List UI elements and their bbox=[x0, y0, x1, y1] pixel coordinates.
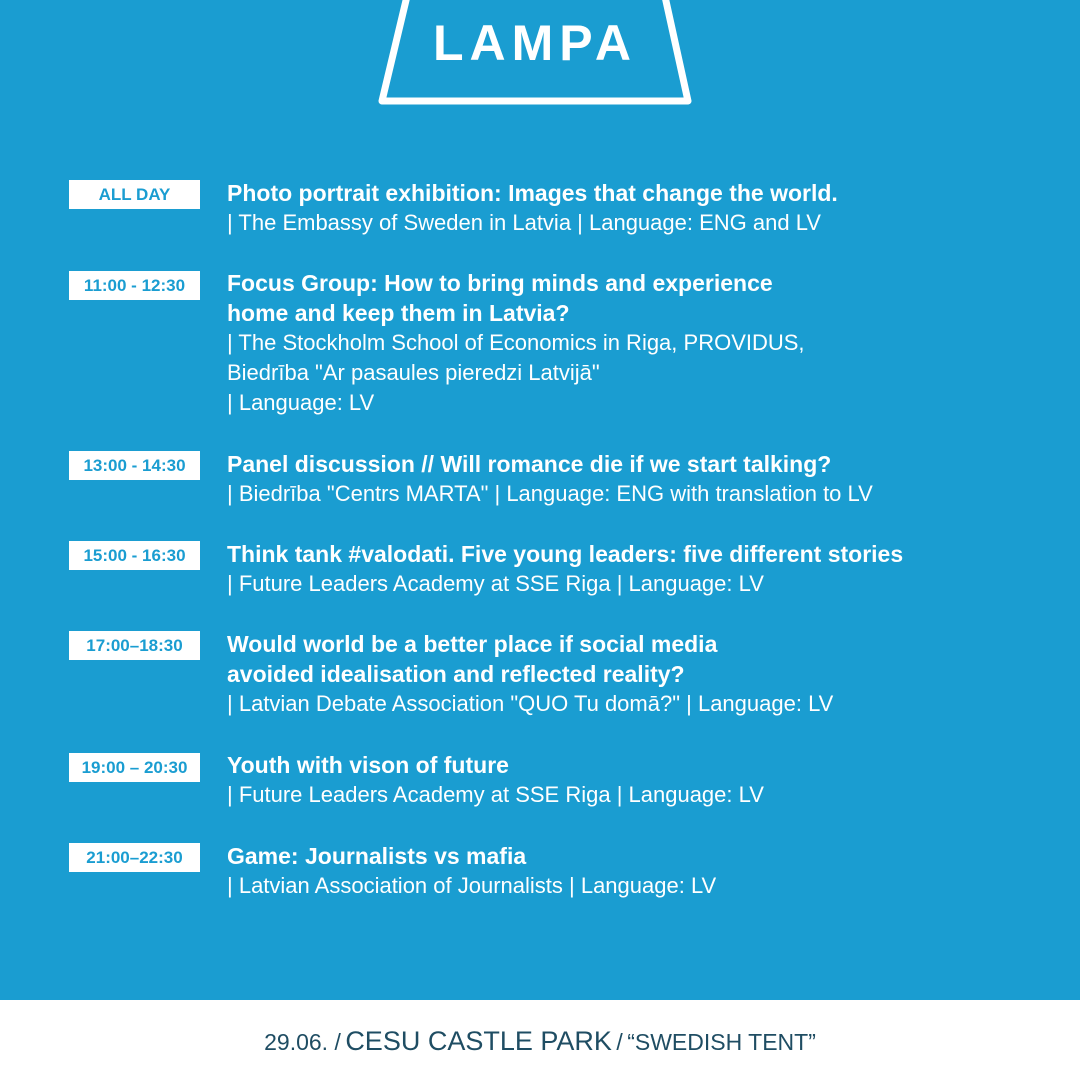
event-details: | Latvian Debate Association "QUO Tu domā?" | Language: LV bbox=[227, 691, 834, 716]
event-title: Think tank #valodati. Five young leaders: five different stories bbox=[227, 541, 904, 567]
footer-bar bbox=[0, 1000, 1080, 1080]
event-details: | Future Leaders Academy at SSE Riga | Language: LV bbox=[227, 782, 764, 807]
event-details: | The Stockholm School of Economics in Riga, PROVIDUS, Biedrība "Ar pasaules pieredzi Latvijā" | Language: LV bbox=[227, 330, 805, 415]
footer-separator: / bbox=[616, 1029, 623, 1055]
event-title: Photo portrait exhibition: Images that change the world. bbox=[227, 180, 838, 206]
event-body bbox=[227, 841, 1047, 901]
event-body bbox=[227, 750, 1047, 810]
time-badge: 11:00 - 12:30 bbox=[69, 271, 200, 300]
time-badge: 19:00 – 20:30 bbox=[69, 753, 200, 782]
time-badge: 17:00–18:30 bbox=[69, 631, 200, 660]
event-details: | Latvian Association of Journalists | Language: LV bbox=[227, 873, 717, 898]
time-badge: 21:00–22:30 bbox=[69, 843, 200, 872]
footer-venue: “SWEDISH TENT” bbox=[627, 1029, 816, 1055]
footer-location bbox=[0, 1026, 1080, 1057]
event-body bbox=[227, 629, 1047, 719]
time-badge: 13:00 - 14:30 bbox=[69, 451, 200, 480]
time-badge: 15:00 - 16:30 bbox=[69, 541, 200, 570]
event-details: | The Embassy of Sweden in Latvia | Language: ENG and LV bbox=[227, 210, 821, 235]
time-badge: ALL DAY bbox=[69, 180, 200, 209]
event-title: Youth with vison of future bbox=[227, 752, 509, 778]
event-body bbox=[227, 539, 1047, 599]
event-title: Game: Journalists vs mafia bbox=[227, 843, 527, 869]
footer-place: CESU CASTLE PARK bbox=[345, 1026, 612, 1056]
logo-text: LAMPA bbox=[432, 15, 638, 71]
event-title: Focus Group: How to bring minds and experience home and keep them in Latvia? bbox=[227, 270, 773, 326]
event-body bbox=[227, 268, 1047, 418]
event-body bbox=[227, 449, 1047, 509]
event-title: Would world be a better place if social media avoided idealisation and reflected reality? bbox=[227, 631, 718, 687]
event-details: | Future Leaders Academy at SSE Riga | Language: LV bbox=[227, 571, 764, 596]
event-details: | Biedrība "Centrs MARTA" | Language: ENG with translation to LV bbox=[227, 481, 873, 506]
event-title: Panel discussion // Will romance die if we start talking? bbox=[227, 451, 832, 477]
footer-date: 29.06. / bbox=[264, 1029, 341, 1055]
event-body bbox=[227, 178, 1047, 238]
